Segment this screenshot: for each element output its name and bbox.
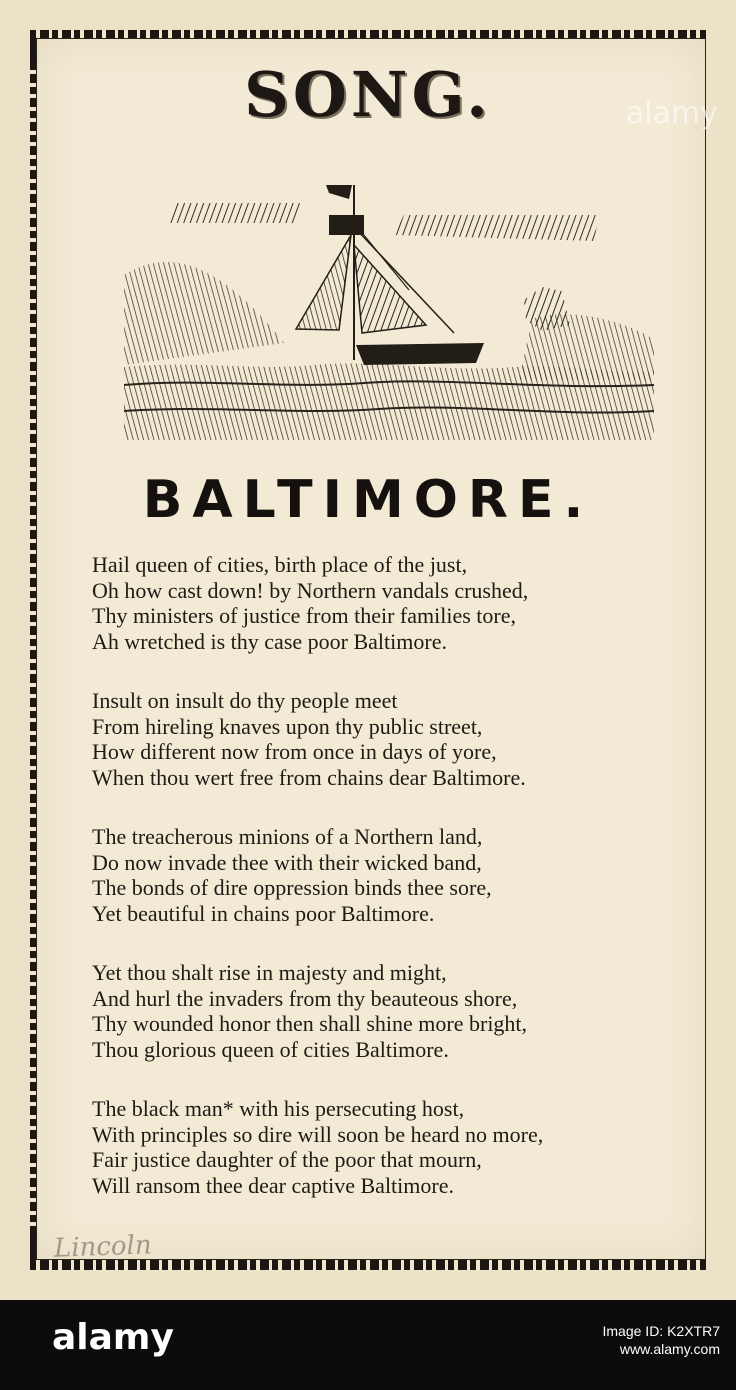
poem-line: Do now invade thee with their wicked band,: [92, 849, 482, 875]
stanza: [92, 552, 702, 654]
image-id-text: Image ID: K2XTR7: [602, 1323, 720, 1339]
poem-line: Yet thou shalt rise in majesty and might,: [92, 960, 447, 985]
stanza: [92, 824, 702, 926]
poem-line: And hurl the invaders from thy beauteous shore,: [92, 985, 518, 1011]
poem-line: How different now from once in days of yore,: [92, 739, 497, 764]
poem-body: [92, 552, 702, 1232]
stanza: [92, 688, 702, 790]
poem-line: Thy ministers of justice from their families tore,: [92, 603, 517, 628]
poem-line: When thou wert free from chains dear Baltimore.: [92, 764, 526, 790]
poem-line: With principles so dire will soon be heard no more,: [92, 1121, 544, 1147]
signature: Lincoln: [53, 1230, 153, 1264]
poem-line: The black man* with his persecuting host,: [92, 1096, 465, 1121]
poem-line: The treacherous minions of a Northern land,: [92, 824, 483, 849]
footer-brand: alamy: [52, 1317, 174, 1358]
poem-line: From hireling knaves upon thy public street,: [92, 713, 483, 739]
poem-line: Fair justice daughter of the poor that mourn,: [92, 1147, 482, 1172]
footer-bar: [0, 1300, 736, 1390]
poem-line: Ah wretched is thy case poor Baltimore.: [92, 628, 447, 654]
poem-line: Hail queen of cities, birth place of the just,: [92, 552, 468, 577]
ship-engraving: [124, 175, 654, 440]
site-url: www.alamy.com: [619, 1341, 720, 1357]
poem-line: Thy wounded honor then shall shine more bright,: [92, 1011, 528, 1036]
poem-title: BALTIMORE.: [142, 470, 594, 530]
poem-line: The bonds of dire oppression binds thee sore,: [92, 875, 492, 900]
watermark: alamy: [625, 96, 718, 131]
stanza: [92, 960, 702, 1062]
stanza: [92, 1096, 702, 1198]
footer-info: [470, 1322, 720, 1358]
poem-line: Insult on insult do thy people meet: [92, 688, 398, 713]
poem-line: Yet beautiful in chains poor Baltimore.: [92, 900, 435, 926]
poem-line: Thou glorious queen of cities Baltimore.: [92, 1036, 449, 1062]
song-heading: SONG.: [244, 58, 492, 131]
poem-line: Will ransom thee dear captive Baltimore.: [92, 1172, 454, 1198]
poem-line: Oh how cast down! by Northern vandals crushed,: [92, 577, 529, 603]
